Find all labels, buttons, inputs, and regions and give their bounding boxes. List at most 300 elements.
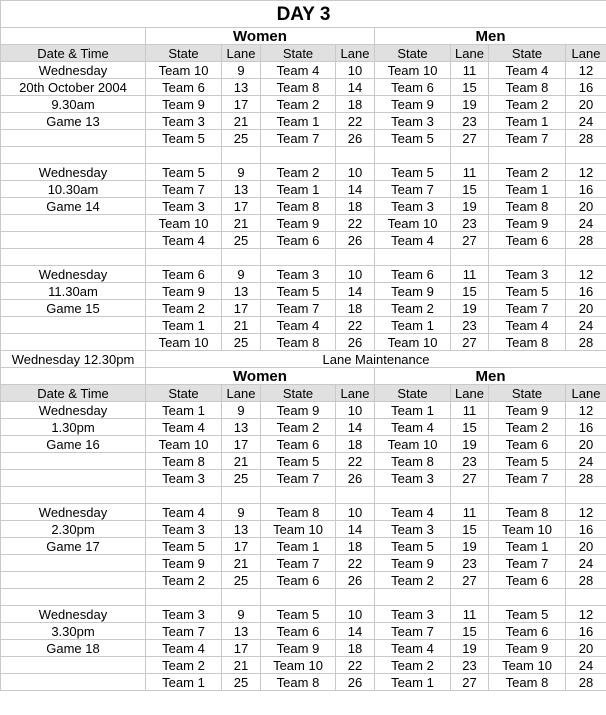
game-info: Game 16: [1, 436, 146, 453]
men-lane-a: 19: [451, 198, 489, 215]
men-state-a: Team 1: [375, 317, 451, 334]
men-lane-a: 27: [451, 334, 489, 351]
women-state-b: Team 2: [261, 419, 336, 436]
women-lane-a: 13: [222, 181, 261, 198]
spacer-cell: [566, 589, 606, 606]
women-state-a: Team 10: [146, 334, 222, 351]
spacer-cell: [336, 147, 375, 164]
men-lane-b: 12: [566, 62, 606, 79]
table-row: [1, 215, 606, 232]
women-state-a: Team 6: [146, 266, 222, 283]
men-state-a: Team 5: [375, 164, 451, 181]
spacer-cell: [489, 249, 566, 266]
men-state-b: Team 2: [489, 419, 566, 436]
men-state-b: Team 4: [489, 62, 566, 79]
women-state-a: Team 1: [146, 317, 222, 334]
women-lane-a: 25: [222, 130, 261, 147]
women-state-a: Team 4: [146, 419, 222, 436]
men-label: Men: [375, 368, 606, 385]
women-state-b: Team 10: [261, 657, 336, 674]
men-state-b: Team 6: [489, 572, 566, 589]
women-lane-a: 25: [222, 334, 261, 351]
game-info: [1, 232, 146, 249]
men-state-a: Team 9: [375, 283, 451, 300]
men-lane-a: 11: [451, 402, 489, 419]
women-state-a: Team 1: [146, 402, 222, 419]
women-state-b: Team 2: [261, 96, 336, 113]
women-lane-a: 9: [222, 266, 261, 283]
women-state-a: Team 6: [146, 79, 222, 96]
date-time-header: Date & Time: [1, 45, 146, 62]
spacer-cell: [566, 487, 606, 504]
spacer-cell: [1, 487, 146, 504]
men-state-b: Team 10: [489, 521, 566, 538]
men-lane-b: 16: [566, 283, 606, 300]
table-row: [1, 79, 606, 96]
men-lane-a: 11: [451, 62, 489, 79]
men-state-a: Team 4: [375, 419, 451, 436]
women-state-b: Team 3: [261, 266, 336, 283]
column-header-row: [1, 385, 606, 402]
game-info: Game 17: [1, 538, 146, 555]
women-state-b: Team 4: [261, 317, 336, 334]
men-lane-b: 24: [566, 555, 606, 572]
table-row: [1, 436, 606, 453]
lane-header: Lane: [336, 385, 375, 402]
schedule-body: [1, 1, 606, 691]
men-lane-b: 28: [566, 130, 606, 147]
women-lane-a: 13: [222, 623, 261, 640]
spacer-cell: [451, 249, 489, 266]
women-state-a: Team 4: [146, 640, 222, 657]
table-row: [1, 623, 606, 640]
lane-header: Lane: [222, 385, 261, 402]
women-state-a: Team 10: [146, 436, 222, 453]
spacer-cell: [222, 249, 261, 266]
women-lane-b: 14: [336, 419, 375, 436]
men-state-b: Team 7: [489, 130, 566, 147]
women-lane-b: 26: [336, 232, 375, 249]
men-lane-b: 12: [566, 504, 606, 521]
game-info: Wednesday: [1, 402, 146, 419]
women-state-b: Team 5: [261, 606, 336, 623]
men-lane-b: 24: [566, 657, 606, 674]
title-row: [1, 1, 606, 28]
men-lane-a: 23: [451, 215, 489, 232]
game-info: Wednesday: [1, 504, 146, 521]
men-state-a: Team 1: [375, 674, 451, 691]
table-row: [1, 572, 606, 589]
men-lane-a: 15: [451, 521, 489, 538]
men-lane-b: 24: [566, 113, 606, 130]
men-lane-b: 28: [566, 470, 606, 487]
women-state-b: Team 7: [261, 470, 336, 487]
spacer-row: [1, 589, 606, 606]
men-state-b: Team 6: [489, 623, 566, 640]
group-header-blank: [1, 28, 146, 45]
day-title: DAY 3: [1, 1, 606, 28]
women-lane-b: 26: [336, 674, 375, 691]
men-state-b: Team 6: [489, 436, 566, 453]
women-lane-b: 22: [336, 555, 375, 572]
men-lane-a: 23: [451, 453, 489, 470]
lane-header: Lane: [566, 385, 606, 402]
table-row: [1, 96, 606, 113]
women-state-a: Team 4: [146, 232, 222, 249]
women-lane-b: 14: [336, 181, 375, 198]
men-lane-b: 20: [566, 198, 606, 215]
men-lane-b: 28: [566, 572, 606, 589]
game-info: Game 15: [1, 300, 146, 317]
men-lane-a: 11: [451, 266, 489, 283]
men-state-b: Team 8: [489, 674, 566, 691]
table-row: [1, 538, 606, 555]
women-lane-b: 10: [336, 164, 375, 181]
table-row: [1, 62, 606, 79]
game-info: Wednesday: [1, 62, 146, 79]
column-header-row: [1, 45, 606, 62]
women-lane-a: 25: [222, 674, 261, 691]
men-lane-b: 16: [566, 419, 606, 436]
women-lane-a: 21: [222, 453, 261, 470]
men-state-a: Team 6: [375, 266, 451, 283]
men-state-a: Team 4: [375, 232, 451, 249]
women-state-a: Team 10: [146, 62, 222, 79]
women-lane-b: 26: [336, 572, 375, 589]
men-lane-a: 11: [451, 164, 489, 181]
table-row: [1, 317, 606, 334]
men-state-b: Team 1: [489, 113, 566, 130]
women-state-a: Team 9: [146, 555, 222, 572]
women-lane-a: 13: [222, 79, 261, 96]
game-info: [1, 572, 146, 589]
spacer-cell: [1, 147, 146, 164]
women-lane-b: 14: [336, 521, 375, 538]
game-info: Game 14: [1, 198, 146, 215]
men-lane-b: 20: [566, 640, 606, 657]
men-state-a: Team 1: [375, 402, 451, 419]
men-lane-b: 12: [566, 266, 606, 283]
men-lane-b: 16: [566, 521, 606, 538]
state-header: State: [375, 385, 451, 402]
men-lane-a: 23: [451, 113, 489, 130]
spacer-cell: [222, 147, 261, 164]
spacer-cell: [261, 589, 336, 606]
women-state-b: Team 6: [261, 436, 336, 453]
women-state-a: Team 7: [146, 181, 222, 198]
game-info: 9.30am: [1, 96, 146, 113]
men-state-a: Team 8: [375, 453, 451, 470]
women-lane-b: 14: [336, 283, 375, 300]
men-state-b: Team 8: [489, 198, 566, 215]
men-state-b: Team 8: [489, 79, 566, 96]
women-lane-b: 14: [336, 79, 375, 96]
women-state-a: Team 2: [146, 657, 222, 674]
women-label: Women: [146, 28, 375, 45]
men-lane-a: 19: [451, 436, 489, 453]
men-state-a: Team 2: [375, 657, 451, 674]
spacer-cell: [375, 147, 451, 164]
women-state-a: Team 2: [146, 572, 222, 589]
spacer-cell: [336, 487, 375, 504]
men-state-a: Team 10: [375, 215, 451, 232]
men-lane-a: 15: [451, 419, 489, 436]
men-state-a: Team 2: [375, 572, 451, 589]
men-lane-a: 15: [451, 623, 489, 640]
women-state-b: Team 1: [261, 113, 336, 130]
table-row: [1, 453, 606, 470]
spacer-row: [1, 487, 606, 504]
men-state-b: Team 7: [489, 470, 566, 487]
table-row: [1, 657, 606, 674]
women-state-a: Team 3: [146, 113, 222, 130]
spacer-cell: [489, 589, 566, 606]
women-lane-b: 18: [336, 198, 375, 215]
game-info: 11.30am: [1, 283, 146, 300]
men-lane-b: 24: [566, 453, 606, 470]
women-state-a: Team 9: [146, 96, 222, 113]
women-state-b: Team 10: [261, 521, 336, 538]
women-state-b: Team 2: [261, 164, 336, 181]
spacer-cell: [489, 487, 566, 504]
men-lane-a: 11: [451, 504, 489, 521]
state-header: State: [146, 385, 222, 402]
women-state-b: Team 1: [261, 538, 336, 555]
women-state-b: Team 5: [261, 453, 336, 470]
men-lane-a: 19: [451, 96, 489, 113]
men-lane-b: 12: [566, 164, 606, 181]
game-info: [1, 334, 146, 351]
game-info: Wednesday: [1, 606, 146, 623]
spacer-cell: [566, 249, 606, 266]
table-row: [1, 640, 606, 657]
game-info: [1, 674, 146, 691]
men-state-b: Team 1: [489, 181, 566, 198]
women-lane-a: 21: [222, 555, 261, 572]
game-info: [1, 317, 146, 334]
men-lane-a: 15: [451, 79, 489, 96]
women-lane-b: 10: [336, 62, 375, 79]
men-lane-b: 16: [566, 181, 606, 198]
game-info: [1, 453, 146, 470]
men-state-a: Team 3: [375, 113, 451, 130]
men-state-a: Team 10: [375, 334, 451, 351]
women-state-b: Team 8: [261, 198, 336, 215]
women-state-b: Team 9: [261, 640, 336, 657]
women-lane-a: 21: [222, 317, 261, 334]
spacer-cell: [375, 487, 451, 504]
men-lane-b: 20: [566, 96, 606, 113]
table-row: [1, 130, 606, 147]
group-header-blank: [1, 368, 146, 385]
table-row: [1, 402, 606, 419]
game-info: Game 13: [1, 113, 146, 130]
women-state-a: Team 7: [146, 623, 222, 640]
men-lane-b: 16: [566, 79, 606, 96]
men-state-a: Team 5: [375, 538, 451, 555]
spacer-cell: [451, 147, 489, 164]
women-lane-b: 22: [336, 317, 375, 334]
men-lane-a: 19: [451, 640, 489, 657]
women-lane-a: 13: [222, 521, 261, 538]
men-state-b: Team 5: [489, 453, 566, 470]
men-lane-b: 20: [566, 436, 606, 453]
men-state-b: Team 6: [489, 232, 566, 249]
women-lane-a: 17: [222, 640, 261, 657]
game-info: Wednesday: [1, 266, 146, 283]
spacer-cell: [261, 487, 336, 504]
table-row: [1, 334, 606, 351]
women-lane-b: 18: [336, 640, 375, 657]
men-state-b: Team 7: [489, 555, 566, 572]
men-lane-a: 27: [451, 232, 489, 249]
group-header-row: [1, 368, 606, 385]
men-lane-b: 28: [566, 334, 606, 351]
men-state-b: Team 3: [489, 266, 566, 283]
men-state-a: Team 9: [375, 555, 451, 572]
women-lane-b: 18: [336, 300, 375, 317]
table-row: [1, 266, 606, 283]
spacer-cell: [261, 147, 336, 164]
spacer-cell: [146, 487, 222, 504]
men-state-b: Team 9: [489, 640, 566, 657]
men-lane-a: 15: [451, 283, 489, 300]
men-lane-a: 27: [451, 674, 489, 691]
men-lane-b: 28: [566, 232, 606, 249]
women-state-b: Team 6: [261, 623, 336, 640]
men-state-b: Team 9: [489, 215, 566, 232]
women-state-a: Team 1: [146, 674, 222, 691]
women-lane-b: 18: [336, 96, 375, 113]
table-row: [1, 419, 606, 436]
game-info: [1, 470, 146, 487]
women-state-b: Team 8: [261, 504, 336, 521]
women-state-b: Team 7: [261, 130, 336, 147]
men-lane-a: 11: [451, 606, 489, 623]
women-lane-a: 17: [222, 198, 261, 215]
lane-header: Lane: [451, 385, 489, 402]
spacer-cell: [146, 589, 222, 606]
spacer-cell: [451, 487, 489, 504]
women-state-b: Team 7: [261, 555, 336, 572]
game-info: [1, 130, 146, 147]
women-lane-a: 21: [222, 657, 261, 674]
women-lane-b: 22: [336, 453, 375, 470]
state-header: State: [261, 385, 336, 402]
spacer-cell: [451, 589, 489, 606]
table-row: [1, 113, 606, 130]
game-info: 2.30pm: [1, 521, 146, 538]
men-state-a: Team 3: [375, 198, 451, 215]
state-header: State: [489, 45, 566, 62]
game-info: [1, 657, 146, 674]
maintenance-label: Wednesday 12.30pm: [1, 351, 146, 368]
table-row: [1, 164, 606, 181]
table-row: [1, 521, 606, 538]
women-state-a: Team 3: [146, 606, 222, 623]
women-lane-a: 9: [222, 504, 261, 521]
game-info: [1, 555, 146, 572]
women-lane-b: 22: [336, 215, 375, 232]
women-lane-b: 18: [336, 436, 375, 453]
men-lane-a: 19: [451, 300, 489, 317]
men-state-a: Team 2: [375, 300, 451, 317]
women-lane-b: 26: [336, 470, 375, 487]
table-row: [1, 300, 606, 317]
women-state-a: Team 8: [146, 453, 222, 470]
table-row: [1, 198, 606, 215]
women-lane-a: 17: [222, 96, 261, 113]
women-lane-b: 10: [336, 266, 375, 283]
men-state-b: Team 1: [489, 538, 566, 555]
spacer-cell: [222, 487, 261, 504]
women-state-b: Team 1: [261, 181, 336, 198]
men-state-b: Team 9: [489, 402, 566, 419]
men-lane-a: 23: [451, 657, 489, 674]
men-state-a: Team 3: [375, 470, 451, 487]
men-state-b: Team 2: [489, 164, 566, 181]
women-lane-b: 18: [336, 538, 375, 555]
women-lane-b: 14: [336, 623, 375, 640]
men-state-b: Team 2: [489, 96, 566, 113]
maintenance-row: [1, 351, 606, 368]
women-lane-b: 26: [336, 130, 375, 147]
spacer-cell: [261, 249, 336, 266]
men-state-b: Team 8: [489, 334, 566, 351]
women-lane-b: 22: [336, 657, 375, 674]
women-lane-b: 10: [336, 504, 375, 521]
women-lane-a: 9: [222, 402, 261, 419]
women-label: Women: [146, 368, 375, 385]
lane-header: Lane: [336, 45, 375, 62]
women-lane-a: 13: [222, 283, 261, 300]
game-info: Game 18: [1, 640, 146, 657]
table-row: [1, 555, 606, 572]
men-state-a: Team 7: [375, 181, 451, 198]
women-lane-a: 13: [222, 419, 261, 436]
spacer-row: [1, 147, 606, 164]
table-row: [1, 181, 606, 198]
men-state-a: Team 3: [375, 606, 451, 623]
women-state-a: Team 5: [146, 164, 222, 181]
men-state-b: Team 7: [489, 300, 566, 317]
men-lane-b: 24: [566, 215, 606, 232]
women-state-a: Team 3: [146, 198, 222, 215]
game-info: 3.30pm: [1, 623, 146, 640]
men-state-b: Team 10: [489, 657, 566, 674]
spacer-cell: [375, 249, 451, 266]
women-lane-a: 21: [222, 113, 261, 130]
table-row: [1, 283, 606, 300]
spacer-cell: [1, 249, 146, 266]
spacer-cell: [1, 589, 146, 606]
men-state-a: Team 4: [375, 640, 451, 657]
men-lane-b: 16: [566, 623, 606, 640]
women-state-b: Team 6: [261, 232, 336, 249]
men-state-a: Team 9: [375, 96, 451, 113]
women-state-a: Team 9: [146, 283, 222, 300]
women-state-a: Team 2: [146, 300, 222, 317]
spacer-cell: [222, 589, 261, 606]
men-lane-a: 15: [451, 181, 489, 198]
women-lane-a: 9: [222, 62, 261, 79]
state-header: State: [375, 45, 451, 62]
women-state-a: Team 4: [146, 504, 222, 521]
game-info: 20th October 2004: [1, 79, 146, 96]
men-state-b: Team 8: [489, 504, 566, 521]
women-lane-b: 10: [336, 402, 375, 419]
game-info: 10.30am: [1, 181, 146, 198]
